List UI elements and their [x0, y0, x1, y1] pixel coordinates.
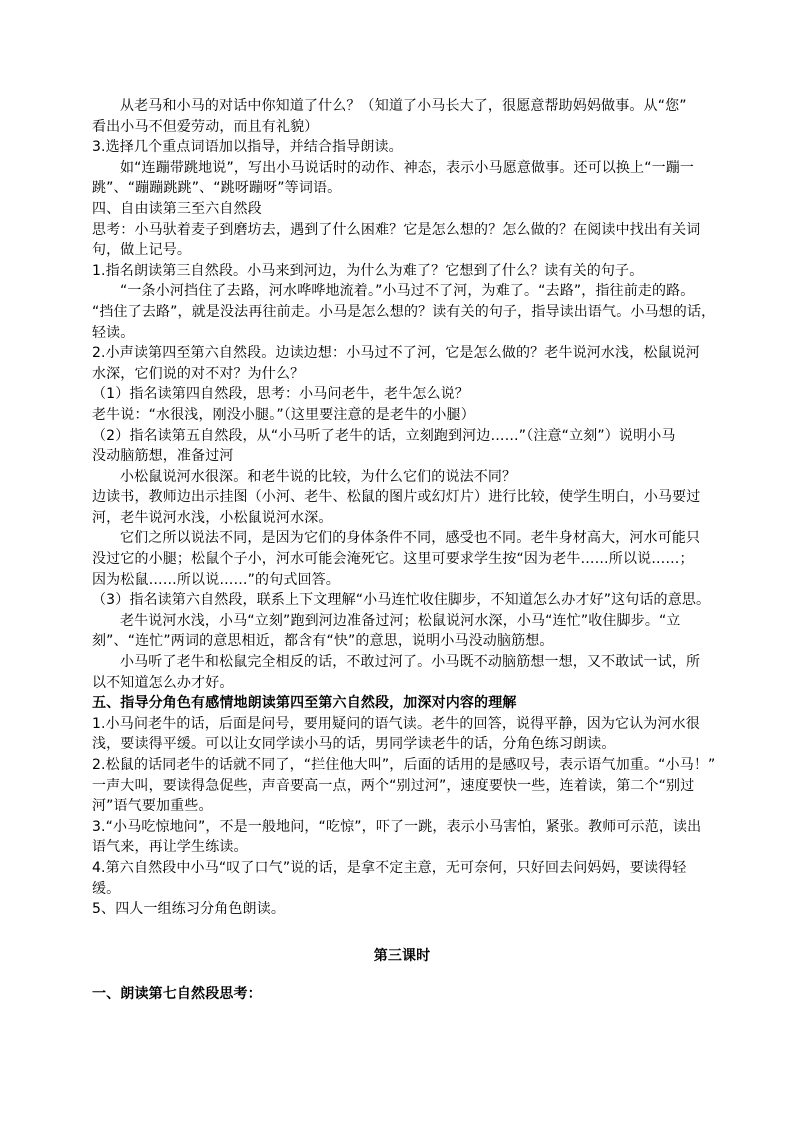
text-line: 1.指名朗读第三自然段。小马来到河边，为什么为难了？它想到了什么？读有关的句子。: [92, 262, 644, 279]
text-line: 看出小马不但爱劳动，而且有礼貌）: [92, 118, 319, 135]
text-line: 3.选择几个重点词语加以指导，并结合指导朗读。: [92, 139, 403, 156]
text-line: （1）指名读第四自然段，思考：小马问老牛，老牛怎么说？: [92, 386, 469, 403]
text-line: 老牛说：“水很浅，刚没小腿。”（这里要注意的是老牛的小腿）: [92, 406, 475, 423]
text-line: 思考：小马驮着麦子到磨坊去，遇到了什么困难？它是怎么想的？怎么做的？在阅读中找出有关词: [92, 221, 701, 238]
text-line: 5、四人一组练习分角色朗读。: [92, 901, 286, 918]
text-line: 浅，要读得平缓。可以让女同学读小马的话，男同学读老牛的话，分角色练习朗读。: [92, 736, 616, 753]
text-line: 没动脑筋想，准备过河: [92, 448, 234, 465]
text-line: 老牛说河水浅，小马“立刻”跑到河边准备过河；松鼠说河水深，小马“连忙”收住脚步。“立: [120, 612, 681, 629]
text-line: 句，做上记号。: [92, 242, 192, 259]
text-line: 没过它的小腿；松鼠个子小，河水可能会淹死它。这里可要求学生按“因为老牛……所以说……；: [92, 551, 694, 568]
text-line: 1.小马问老牛的话，后面是问号，要用疑问的语气读。老牛的回答，说得平静，因为它认为河水很: [92, 715, 700, 732]
text-line: 轻读。: [92, 324, 135, 341]
text-line: 缓。: [92, 880, 121, 897]
text-line: 它们之所以说法不同，是因为它们的身体条件不同，感受也不同。老牛身材高大，河水可能只: [120, 530, 701, 547]
text-line: 小马听了老牛和松鼠完全相反的话，不敢过河了。小马既不动脑筋想一想，又不敢试一试，所: [120, 654, 701, 671]
text-line: （2）指名读第五自然段，从“小马听了老牛的话，立刻跑到河边……”（注意“立刻”）说明小马: [92, 427, 676, 444]
text-line: 跳”、“蹦蹦跳跳”、“跳呀蹦呀”等词语。: [92, 180, 342, 197]
text-line: “一条小河挡住了去路，河水哗哗地流着。”小马过不了河，为难了。“去路”，指往前走的路。: [120, 283, 695, 300]
text-line: 因为松鼠……所以说……”的句式回答。: [92, 571, 340, 588]
text-line: 边读书，教师边出示挂图（小河、老牛、松鼠的图片或幻灯片）进行比较，使学生明白，小马要过: [92, 489, 701, 506]
text-line: 小松鼠说河水很深。和老牛说的比较，为什么它们的说法不同？: [120, 468, 517, 485]
text-line: 2.松鼠的话同老牛的话就不同了，“拦住他大叫”，后面的话用的是感叹号，表示语气加重。“小马！”: [92, 757, 716, 773]
text-line: 河”语气要加重些。: [92, 798, 213, 815]
text-line: 如“连蹦带跳地说”，写出小马说话时的动作、神态，表示小马愿意做事。还可以换上“一蹦一: [120, 159, 695, 176]
text-line: （3）指名读第六自然段，联系上下文理解“小马连忙收住脚步，不知道怎么办才好”这句话的意思。: [92, 592, 711, 609]
lesson-title: 第三课时: [373, 947, 431, 964]
text-line: 刻”、“连忙”两词的意思相近，都含有“快”的意思，说明小马没动脑筋想。: [92, 633, 554, 650]
text-line: 水深，它们说的对不对？为什么？: [92, 365, 305, 382]
text-line: 语气来，再让学生练读。: [92, 839, 248, 856]
text-line: 河，老牛说河水浅，小松鼠说河水深。: [92, 509, 333, 526]
text-line: 4.第六自然段中小马“叹了口气”说的话，是拿不定主意，无可奈何，只好回去问妈妈，要读得轻: [92, 859, 687, 876]
text-line: 3.“小马吃惊地问”，不是一般地问，“吃惊”，吓了一跳，表示小马害怕，紧张。教师可示范，读出: [92, 818, 702, 835]
text-line: 以不知道怎么办才好。: [92, 674, 234, 691]
section-heading: 五、指导分角色有感情地朗读第四至第六自然段，加深对内容的理解: [92, 695, 517, 712]
section-heading: 四、自由读第三至六自然段: [92, 200, 262, 217]
text-line: 2.小声读第四至第六自然段。边读边想：小马过不了河，它是怎么做的？老牛说河水浅，松鼠说河: [92, 345, 700, 362]
text-line: 一声大叫，要读得急促些，声音要高一点，两个“别过河”，速度要快一些，连着读，第二个“别过: [92, 777, 695, 794]
document-page: [92, 96, 716, 1005]
text-line: “挡住了去路”，就是没法再往前走。小马是怎么想的？读有关的句子，指导读出语气。小马想的话，: [92, 303, 716, 320]
section-heading: 一、朗读第七自然段思考：: [92, 986, 262, 1003]
text-line: 从老马和小马的对话中你知道了什么？（知道了小马长大了，很愿意帮助妈妈做事。从“您”: [120, 98, 687, 114]
